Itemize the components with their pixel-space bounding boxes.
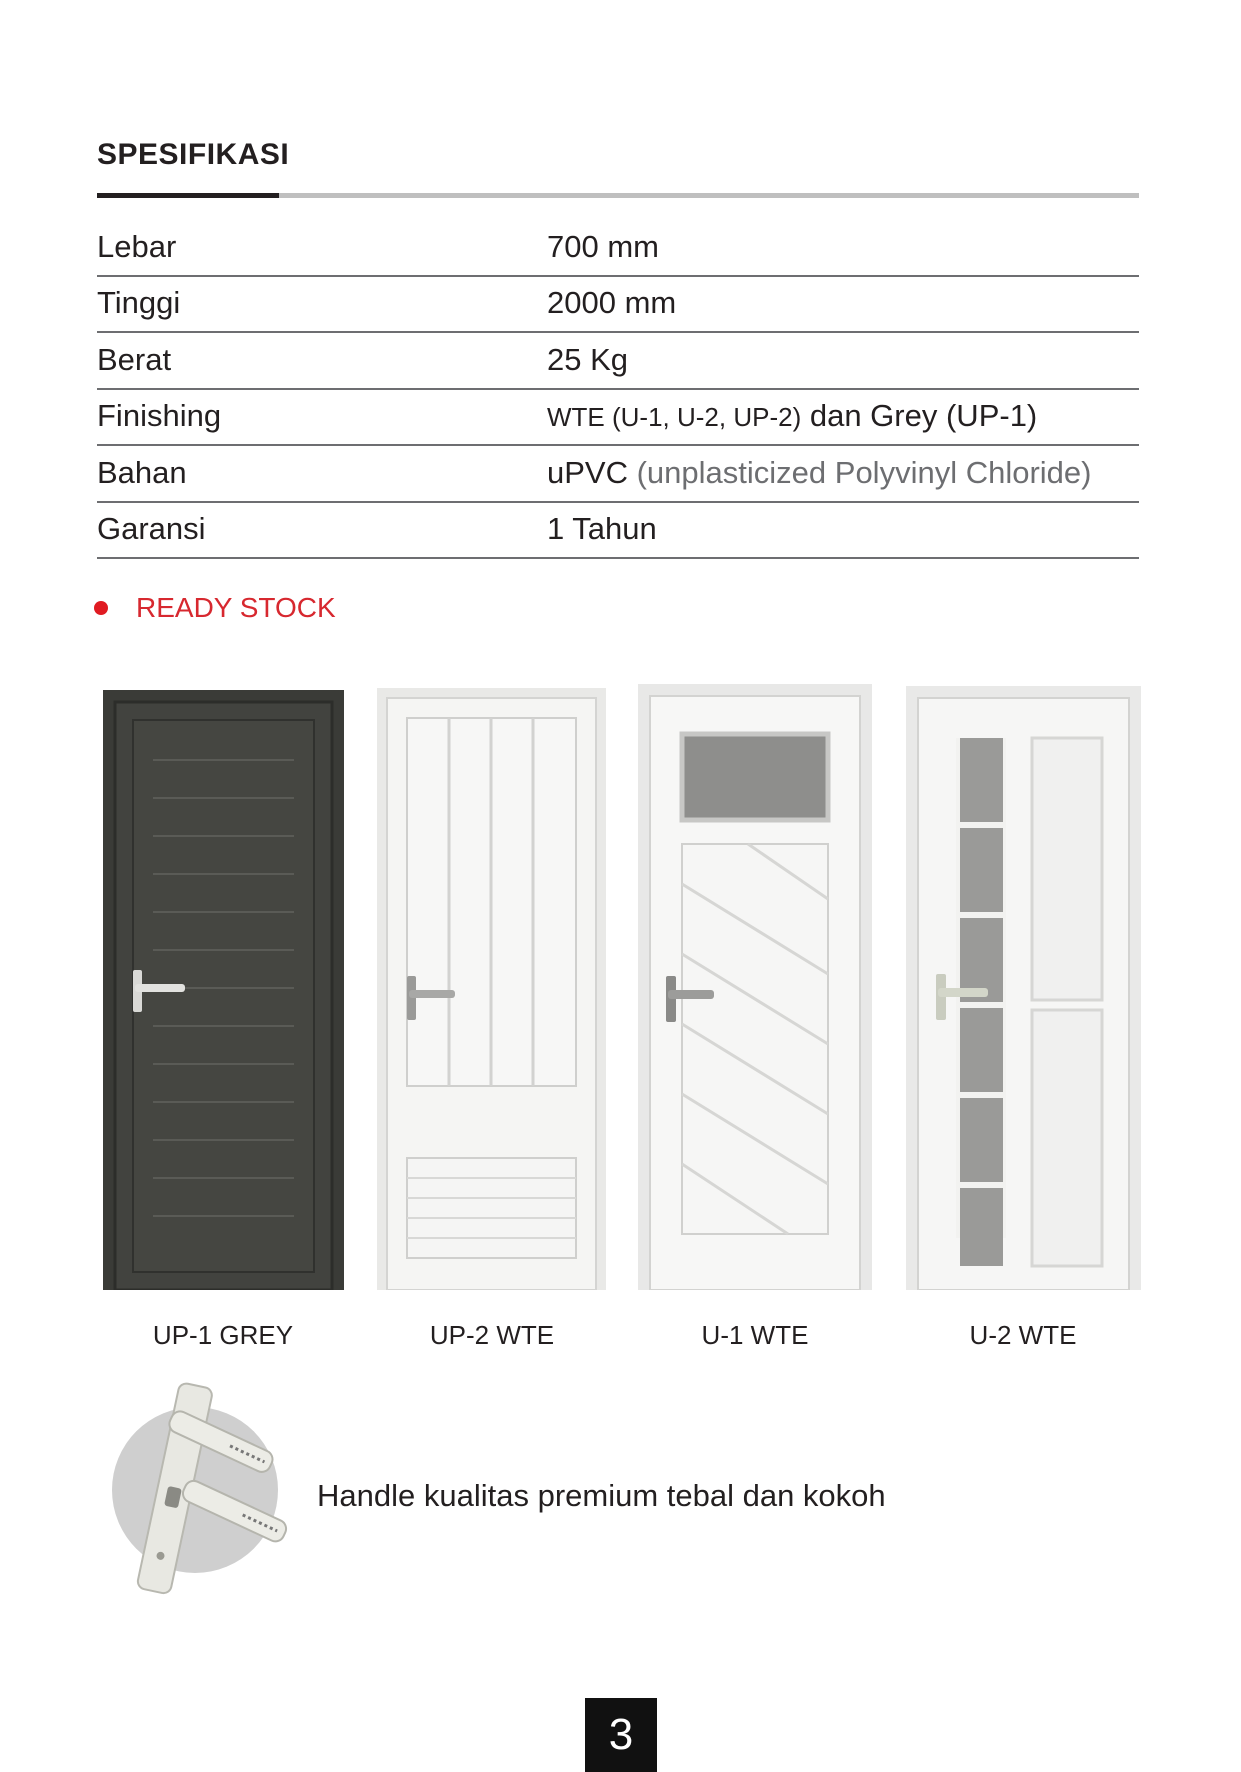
door-u1-wte-icon — [638, 684, 872, 1290]
spec-label: Garansi — [97, 511, 206, 546]
spec-row-tinggi — [97, 277, 1139, 334]
finishing-grey-code: (UP-1) — [945, 398, 1038, 433]
page-number: 3 — [585, 1698, 657, 1772]
status-dot-icon — [94, 601, 108, 615]
finishing-codes: WTE (U-1, U-2, UP-2) — [547, 402, 802, 432]
door-label: U-2 WTE — [969, 1320, 1077, 1350]
door-handle-image — [108, 1378, 308, 1610]
spec-value — [547, 398, 1037, 434]
door-label: UP-1 GREY — [152, 1320, 294, 1350]
spec-label: Finishing — [97, 398, 222, 433]
spec-row-finishing — [97, 390, 1139, 447]
door-u1-wte-image — [638, 684, 872, 1295]
material-name: uPVC — [547, 454, 637, 490]
spec-row-berat — [97, 333, 1139, 390]
door-u2-wte-image — [906, 686, 1141, 1295]
spec-label: Berat — [97, 341, 172, 377]
door-up2-wte-icon — [377, 688, 606, 1290]
door-up1-grey-image — [103, 690, 344, 1295]
door-u2-wte-icon — [906, 686, 1141, 1290]
spec-row-lebar — [97, 220, 1139, 277]
ready-stock-status — [94, 590, 336, 626]
spec-label: Bahan — [97, 454, 187, 490]
door-handle-icon — [108, 1378, 308, 1610]
spec-value: 25 Kg — [547, 341, 629, 377]
door-label: UP-2 WTE — [429, 1320, 555, 1350]
door-up1-grey-icon — [103, 690, 344, 1290]
spec-label: Lebar — [97, 228, 177, 264]
spec-row-garansi — [97, 503, 1139, 560]
door-label: U-1 WTE — [701, 1320, 809, 1350]
handle-caption: Handle kualitas premium tebal dan kokoh — [317, 1478, 886, 1513]
finishing-connector: dan Grey — [801, 398, 946, 433]
ready-stock-label: READY STOCK — [136, 592, 336, 623]
material-description: (unplasticized Polyvinyl Chloride) — [636, 454, 1092, 490]
title-rule-accent — [97, 193, 279, 198]
section-title: SPESIFIKASI — [97, 138, 290, 171]
spec-value: 1 Tahun — [547, 511, 657, 546]
spec-label: Tinggi — [97, 285, 181, 320]
door-up2-wte-image — [377, 688, 606, 1295]
spec-value: 700 mm — [547, 228, 659, 264]
spec-value — [547, 455, 1091, 491]
spec-value: 2000 mm — [547, 285, 677, 320]
spec-table — [97, 220, 1139, 559]
spec-row-bahan — [97, 446, 1139, 503]
